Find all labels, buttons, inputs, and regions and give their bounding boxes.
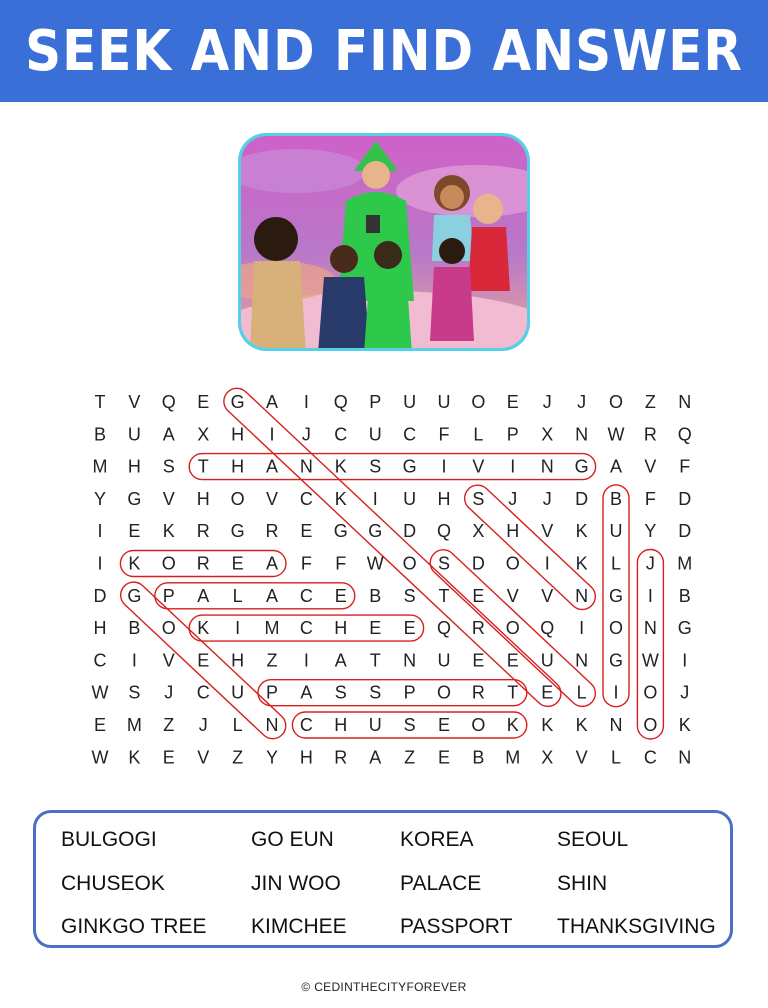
grid-letter: K (162, 521, 175, 542)
grid-letter: F (679, 456, 691, 477)
grid-letter: D (575, 488, 589, 509)
title-banner (0, 0, 768, 102)
grid-letter: Y (644, 521, 657, 542)
grid-letter: I (441, 456, 447, 477)
grid-letter: Y (93, 488, 107, 509)
grid-letter: U (437, 392, 451, 412)
grid-letter: A (265, 585, 279, 606)
grid-letter: E (334, 585, 347, 606)
grid-letter: M (264, 618, 280, 639)
grid-letter: R (265, 521, 279, 542)
word-item: GINKGO TREE (61, 915, 207, 938)
word-item: SHIN (557, 872, 608, 895)
grid-letter: G (230, 392, 245, 412)
grid-letter: G (368, 521, 383, 542)
grid-letter: J (508, 488, 518, 509)
grid-letter: J (645, 553, 655, 574)
grid-letter: H (506, 521, 520, 542)
grid-letter: S (472, 488, 485, 509)
grid-letter: S (369, 682, 382, 703)
page-title: SEEK AND FIND ANSWER (25, 18, 743, 84)
grid-letter: T (94, 392, 106, 412)
grid-letter: L (610, 553, 622, 574)
grid-letter: C (299, 715, 313, 735)
grid-letter: L (610, 747, 622, 768)
grid-letter: Y (265, 747, 279, 768)
grid-letter: Z (644, 392, 656, 412)
grid-letter: U (368, 715, 382, 735)
grid-letter: O (161, 553, 176, 574)
word-search-grid (0, 380, 768, 780)
grid-letter: X (197, 424, 210, 445)
grid-letter: K (506, 715, 519, 735)
word-item: CHUSEOK (61, 872, 165, 895)
grid-letter: H (231, 424, 245, 445)
grid-letter: J (680, 682, 690, 703)
grid-letter: E (93, 715, 107, 735)
grid-letter: O (608, 392, 624, 412)
grid-letter: P (506, 424, 519, 445)
grid-letter: H (93, 618, 107, 639)
word-list-box (33, 810, 733, 948)
grid-letter: H (127, 456, 141, 477)
grid-letter: I (372, 488, 378, 509)
grid-letter: G (608, 585, 624, 606)
grid-letter: Q (540, 618, 555, 639)
grid-letter: E (506, 650, 519, 671)
grid-letter: B (678, 585, 691, 606)
grid-letter: I (647, 585, 653, 606)
grid-letter: H (231, 650, 245, 671)
grid-letter: P (265, 682, 279, 703)
grid-letter: B (472, 747, 485, 768)
story-illustration (236, 131, 532, 353)
grid-letter: I (269, 424, 275, 445)
grid-letter: G (230, 521, 245, 542)
grid-letter: O (161, 618, 176, 639)
grid-letter: D (93, 585, 107, 606)
grid-letter: V (128, 392, 141, 412)
grid-letter: C (93, 650, 107, 671)
grid-letter: W (641, 650, 659, 671)
grid-letter: S (334, 682, 347, 703)
grid-letter: Q (333, 392, 348, 412)
grid-letter: O (505, 618, 520, 639)
grid-letter: K (334, 456, 347, 477)
grid-letter: Z (404, 747, 416, 768)
grid-letter: O (471, 715, 486, 735)
grid-letter: G (677, 618, 692, 639)
grid-letter: M (505, 747, 521, 768)
grid-letter: Q (436, 618, 452, 639)
grid-letter: G (402, 456, 417, 477)
grid-letter: T (438, 585, 450, 606)
grid-letter: U (127, 424, 141, 445)
grid-letter: I (544, 553, 550, 574)
word-item: KIMCHEE (251, 915, 347, 938)
grid-letter: R (196, 521, 210, 542)
answer-outline-passport (258, 680, 527, 706)
grid-letter: E (231, 553, 244, 574)
grid-letter: E (472, 585, 485, 606)
grid-letter: S (162, 456, 175, 477)
grid-letter: E (369, 618, 382, 639)
grid-letter: A (162, 424, 175, 445)
grid-letter: C (299, 488, 313, 509)
grid-letter: N (643, 618, 657, 639)
grid-letter: A (334, 650, 347, 671)
grid-letter: N (678, 747, 692, 768)
grid-letter: I (579, 618, 585, 639)
grid-letter: L (576, 682, 587, 703)
grid-letter: N (540, 456, 554, 477)
grid-letter: W (607, 424, 625, 445)
grid-letter: U (403, 488, 417, 509)
grid-letter: D (403, 521, 417, 542)
word-item: SEOUL (557, 828, 629, 851)
grid-letter: L (232, 585, 243, 606)
grid-letter: A (300, 682, 313, 703)
grid-letter: U (609, 521, 623, 542)
grid-letter: G (574, 456, 589, 477)
grid-letter: V (506, 585, 519, 606)
grid-letter: E (300, 521, 313, 542)
grid-letter: V (197, 747, 210, 768)
grid-letter: V (265, 488, 279, 509)
copyright-notice: © CEDINTHECITYFOREVER (301, 980, 467, 994)
grid-letter: K (575, 553, 588, 574)
grid-letter: R (643, 424, 657, 445)
grid-letter: A (609, 456, 623, 477)
grid-letter: N (403, 650, 417, 671)
grid-letter: H (231, 456, 245, 477)
grid-letter: U (540, 650, 554, 671)
grid-letter: U (368, 424, 382, 445)
grid-letter: D (678, 521, 692, 542)
grid-letter: K (678, 715, 691, 735)
grid-letter: J (164, 682, 174, 703)
grid-letter: K (575, 715, 588, 735)
grid-letter: E (541, 682, 554, 703)
grid-letter: X (541, 747, 554, 768)
grid-letter: C (334, 424, 348, 445)
grid-letter: V (541, 521, 554, 542)
grid-letter: C (643, 747, 657, 768)
grid-letter: I (97, 521, 103, 542)
grid-letter: Q (161, 392, 176, 412)
grid-letter: B (609, 488, 623, 509)
grid-letter: J (198, 715, 208, 735)
grid-letter: U (437, 650, 451, 671)
grid-letter: U (403, 392, 417, 412)
grid-letter: I (613, 682, 619, 703)
grid-letter: I (235, 618, 241, 639)
grid-letter: G (608, 650, 624, 671)
grid-letter: O (505, 553, 520, 574)
grid-letter: S (403, 585, 416, 606)
grid-letter: J (542, 392, 552, 412)
grid-letter: L (473, 424, 484, 445)
grid-letter: C (299, 618, 313, 639)
grid-letter: Q (677, 424, 692, 445)
grid-letter: V (575, 747, 588, 768)
grid-letter: E (162, 747, 175, 768)
grid-letter: O (643, 682, 658, 703)
grid-letter: T (369, 650, 381, 671)
grid-letter: K (541, 715, 554, 735)
grid-letter: G (127, 585, 142, 606)
grid-letter: E (128, 521, 141, 542)
grid-letter: A (265, 456, 279, 477)
grid-letter: J (301, 424, 311, 445)
word-item: PASSPORT (400, 915, 513, 938)
grid-letter: O (436, 682, 452, 703)
grid-letter: U (231, 682, 245, 703)
grid-letter: B (369, 585, 382, 606)
grid-letter: H (299, 747, 313, 768)
answer-outline-jinwoo (637, 550, 663, 740)
grid-letter: E (197, 650, 210, 671)
grid-letter: V (162, 488, 175, 509)
grid-letter: N (678, 392, 692, 412)
grid-letter: A (197, 585, 210, 606)
grid-letter: R (196, 553, 210, 574)
grid-letter: S (369, 456, 382, 477)
grid-letter: I (510, 456, 516, 477)
grid-letter: I (303, 650, 309, 671)
grid-letter: L (232, 715, 243, 735)
grid-letter: P (403, 682, 416, 703)
word-item: KOREA (400, 828, 474, 851)
grid-letter: C (196, 682, 210, 703)
grid-letter: T (197, 456, 209, 477)
grid-letter: K (575, 521, 588, 542)
grid-letter: N (575, 585, 589, 606)
grid-letter: M (677, 553, 693, 574)
grid-letter: W (366, 553, 384, 574)
grid-letter: S (128, 682, 141, 703)
answer-outline-thanksgiving (189, 454, 595, 480)
grid-letter: J (577, 392, 587, 412)
grid-letter: S (403, 715, 416, 735)
grid-letter: D (471, 553, 485, 574)
grid-letter: H (437, 488, 451, 509)
grid-letter: Z (232, 747, 244, 768)
grid-letter: F (300, 553, 312, 574)
grid-letter: W (91, 747, 109, 768)
grid-letter: K (334, 488, 347, 509)
grid-letter: M (126, 715, 142, 735)
grid-letter: N (575, 424, 589, 445)
grid-letter: V (644, 456, 657, 477)
grid-letter: Q (436, 521, 452, 542)
grid-letter: V (162, 650, 175, 671)
grid-letter: V (472, 456, 485, 477)
grid-letter: X (472, 521, 485, 542)
grid-letter: N (609, 715, 623, 735)
grid-letter: A (265, 392, 279, 412)
grid-letter: O (230, 488, 245, 509)
grid-letter: T (507, 682, 519, 703)
grid-letter: O (643, 715, 658, 735)
grid-letter: G (127, 488, 142, 509)
grid-letter: O (402, 553, 417, 574)
grid-letter: K (128, 747, 141, 768)
answer-outline-palace (155, 583, 355, 609)
grid-letter: I (131, 650, 137, 671)
grid-letter: E (437, 715, 451, 735)
grid-letter: J (542, 488, 552, 509)
grid-letter: I (97, 553, 103, 574)
grid-letter: E (403, 618, 416, 639)
grid-letter: I (303, 392, 309, 412)
grid-letter: A (265, 553, 279, 574)
grid-letter: E (437, 747, 451, 768)
grid-letter: G (333, 521, 348, 542)
grid-letter: M (92, 456, 108, 477)
grid-letter: O (471, 392, 486, 412)
word-item: JIN WOO (251, 872, 341, 895)
grid-letter: E (472, 650, 485, 671)
grid-letter: I (682, 650, 688, 671)
grid-letter: A (369, 747, 382, 768)
word-item: PALACE (400, 872, 482, 895)
grid-letter: F (644, 488, 656, 509)
grid-letter: S (437, 553, 451, 574)
grid-letter: H (334, 715, 348, 735)
grid-letter: V (541, 585, 554, 606)
grid-letter: B (128, 618, 141, 639)
grid-letter: H (334, 618, 348, 639)
word-item: THANKSGIVING (557, 915, 716, 938)
grid-letter: B (93, 424, 107, 445)
grid-letter: C (299, 585, 313, 606)
grid-letter: O (608, 618, 624, 639)
grid-letter: N (575, 650, 589, 671)
grid-letter: Z (266, 650, 278, 671)
word-item: GO EUN (251, 828, 334, 851)
grid-letter: E (506, 392, 519, 412)
grid-letter: W (91, 682, 109, 703)
grid-letter: K (128, 553, 141, 574)
grid-letter: Z (163, 715, 175, 735)
grid-letter: K (197, 618, 210, 639)
grid-letter: H (196, 488, 210, 509)
grid-letter: P (369, 392, 382, 412)
grid-letter: R (471, 682, 485, 703)
grid-letter: R (471, 618, 485, 639)
grid-letter: N (265, 715, 279, 735)
grid-letter: D (678, 488, 692, 509)
grid-letter: R (334, 747, 348, 768)
grid-letter: C (403, 424, 417, 445)
grid-letter: F (438, 424, 450, 445)
grid-letter: P (162, 585, 175, 606)
grid-letter: E (197, 392, 210, 412)
word-item: BULGOGI (61, 828, 157, 851)
grid-letter: N (299, 456, 313, 477)
grid-letter: F (335, 553, 347, 574)
grid-letter: X (541, 424, 554, 445)
